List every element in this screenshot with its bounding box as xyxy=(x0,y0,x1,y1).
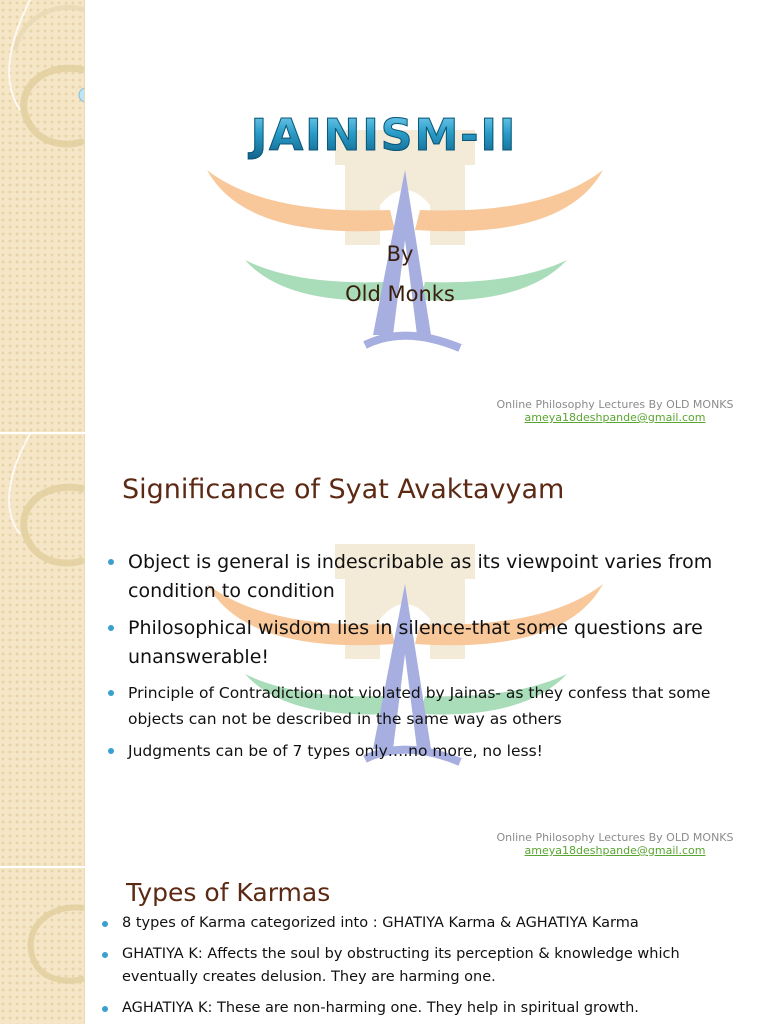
bullet-dot-icon xyxy=(108,748,114,754)
list-item: 8 types of Karma categorized into : GHATIYA Karma & AGHATIYA Karma xyxy=(122,912,758,935)
slide-footer xyxy=(480,831,750,857)
slide-types-of-karmas xyxy=(0,868,768,1024)
byline-label: By xyxy=(386,242,414,266)
decorative-rings xyxy=(0,0,84,432)
decorative-side-strip xyxy=(0,868,85,1024)
presentation-title: JAINISM-II xyxy=(0,110,768,161)
bullet-dot-icon xyxy=(102,952,108,958)
decorative-side-strip xyxy=(0,0,85,432)
list-item: Principle of Contradiction not violated by Jainas- as they confess that some objects can not be described in the same way as others xyxy=(128,680,762,732)
bullet-dot-icon xyxy=(102,921,108,927)
slide-heading: Types of Karmas xyxy=(126,878,331,907)
bullet-list xyxy=(128,548,762,770)
slide-syat-avaktavyam xyxy=(0,434,768,866)
bullet-dot-icon xyxy=(102,1006,108,1012)
footer-email-link[interactable]: ameya18deshpande@gmail.com xyxy=(524,844,706,857)
decorative-rings xyxy=(0,868,84,1024)
list-item: Judgments can be of 7 types only….no more, no less! xyxy=(128,738,762,764)
slide-heading: Significance of Syat Avaktavyam xyxy=(122,474,565,505)
footer-email-link[interactable]: ameya18deshpande@gmail.com xyxy=(524,411,706,424)
list-item: GHATIYA K: Affects the soul by obstructing its perception & knowledge which eventually creates delusion. They are harming one. xyxy=(122,943,758,989)
slide-footer xyxy=(480,398,750,424)
bullet-dot-icon xyxy=(108,625,114,631)
footer-credit: Online Philosophy Lectures By OLD MONKS xyxy=(496,831,734,844)
decorative-side-strip xyxy=(0,434,85,866)
list-item: Object is general is indescribable as its viewpoint varies from condition to condition xyxy=(128,548,762,606)
bullet-list xyxy=(122,912,758,1024)
list-item: AGHATIYA K: These are non-harming one. They help in spiritual growth. xyxy=(122,997,758,1020)
footer-credit: Online Philosophy Lectures By OLD MONKS xyxy=(496,398,734,411)
author-name: Old Monks xyxy=(345,282,455,306)
bullet-dot-icon xyxy=(108,559,114,565)
slide-title xyxy=(0,0,768,432)
decorative-rings xyxy=(0,434,84,866)
bullet-dot-icon xyxy=(108,690,114,696)
list-item: Philosophical wisdom lies in silence-that some questions are unanswerable! xyxy=(128,614,762,672)
